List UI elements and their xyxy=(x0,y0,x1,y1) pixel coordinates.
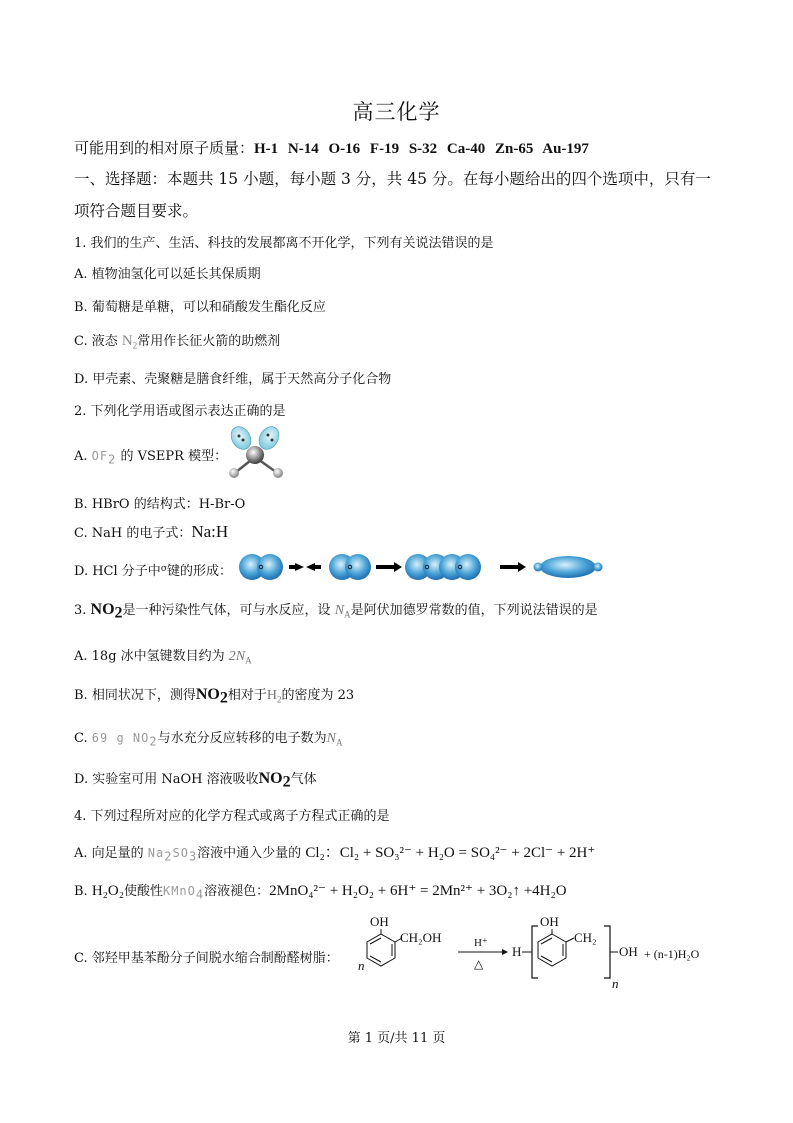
q3-option-c-pre: C. xyxy=(74,731,88,746)
q2-option-d-sigma: σ xyxy=(160,564,167,574)
q4-option-b-pre: B. xyxy=(74,884,88,899)
product-oh: OH xyxy=(540,914,559,929)
q4-option-b-mid: 使酸性 xyxy=(123,884,163,899)
q4-option-b-salt-sub: 4 xyxy=(195,887,205,902)
q4-option-a xyxy=(74,841,595,864)
q3-stem-tail: 是阿伏加德罗常数的值，下列说法错误的是 xyxy=(350,603,598,618)
q4-option-b-salt: KMnO xyxy=(162,884,196,898)
q2-option-a-formula: OF xyxy=(91,449,109,463)
q4-option-a-salt: Na xyxy=(147,846,165,860)
atomic-masses xyxy=(74,137,589,158)
arrow-right-2 xyxy=(500,562,526,572)
q4-option-a-salt-sub: 2 xyxy=(164,849,173,864)
q2-option-c-formula: Na:H xyxy=(191,522,229,541)
q4-option-b-mid2: 溶液褪色： xyxy=(204,884,270,899)
q3-option-b-f2: H xyxy=(266,688,277,703)
q1-option-c-formula: N xyxy=(121,333,133,349)
q3-option-a-pre: A. 18g 冰中氢键数目约为 xyxy=(74,649,225,664)
q4-stem: 4. 下列过程所对应的化学方程式或离子方程式正确的是 xyxy=(74,809,390,824)
q1-option-d: D. 甲壳素、壳聚糖是膳食纤维，属于天然高分子化合物 xyxy=(74,372,392,387)
section-heading-line1: 一、选择题：本题共 15 小题，每小题 3 分，共 45 分。在每小题给出的四个选项中，只有一 xyxy=(74,170,711,188)
atomic-masses-values: H-1 N-14 O-16 F-19 S-32 Ca-40 Zn-65 Au-197 xyxy=(254,141,589,157)
q4-option-a-salt2-sub: 3 xyxy=(188,849,198,864)
q1-option-c xyxy=(74,330,280,351)
reactant-n: n xyxy=(358,958,365,973)
q3-option-d-formula: NO xyxy=(258,770,283,787)
q3-option-d-post: 气体 xyxy=(290,772,317,787)
product-h: H xyxy=(512,944,522,959)
q3-stem-formula-sub: 2 xyxy=(114,604,123,622)
q4-option-b-formula: H₂O₂ xyxy=(91,883,124,899)
q2-option-a-sub: 2 xyxy=(108,452,117,467)
q1-option-b: B. 葡萄糖是单糖，可以和硝酸发生酯化反应 xyxy=(74,300,326,315)
q1-option-a: A. 植物油氢化可以延长其保质期 xyxy=(74,267,261,282)
overlapping-orbitals xyxy=(405,554,481,580)
reactant-benzene-ring xyxy=(367,929,402,966)
q2-option-a xyxy=(74,445,227,467)
q4-option-a-salt2: SO xyxy=(172,846,189,860)
q3-option-b-pre: B. 相同状况下，测得 xyxy=(74,688,196,703)
sigma-bond-orbital xyxy=(534,556,603,578)
q2-option-b: B. HBrO 的结构式：H-Br-O xyxy=(74,497,246,512)
separated-orbitals xyxy=(239,554,283,580)
q1-option-c-sub: 2 xyxy=(132,340,138,351)
q3-option-b xyxy=(74,684,354,708)
phenolic-resin-reaction-diagram xyxy=(356,912,702,990)
q2-option-a-post: 的 VSEPR 模型： xyxy=(120,449,228,464)
q3-stem-na-sub: A xyxy=(344,609,351,620)
q4-option-a-equation: Cl₂：Cl₂ + SO₃²⁻ + H₂O = SO₄²⁻ + 2Cl⁻ + 2H⁺ xyxy=(305,845,596,861)
page-footer: 第 1 页/共 11 页 xyxy=(347,1031,446,1046)
q3-option-b-mid: 相对于 xyxy=(227,688,267,703)
sigma-bond-formation-diagram xyxy=(238,551,608,585)
q3-option-c xyxy=(74,727,343,749)
q1-option-c-pre: C. 液态 xyxy=(74,334,118,349)
atomic-masses-label: 可能用到的相对原子质量： xyxy=(74,139,255,157)
right-bracket xyxy=(604,926,610,978)
q3-option-b-f1-sub: 2 xyxy=(219,689,228,707)
product-n: n xyxy=(612,976,619,990)
q3-option-d-pre: D. 实验室可用 NaOH 溶液吸收 xyxy=(74,772,259,787)
heat-symbol: △ xyxy=(474,957,484,971)
q4-option-b xyxy=(74,880,567,902)
q3-option-c-na-sub: A xyxy=(335,737,343,748)
q2-option-d-pre: D. HCl 分子中 xyxy=(74,564,161,579)
q3-stem-text: 是一种污染性气体，可与水反应，设 xyxy=(122,603,331,618)
q3-option-c-val-sub: 2 xyxy=(149,734,158,749)
q2-stem: 2. 下列化学用语或图示表达正确的是 xyxy=(74,404,286,419)
q4-option-a-pre: A. 向足量的 xyxy=(74,846,144,861)
q2-option-c xyxy=(74,522,228,542)
q2-option-d-post: 键的形成： xyxy=(166,564,232,579)
reactant-oh: OH xyxy=(370,914,389,929)
q2-option-c-pre: C. NaH 的电子式： xyxy=(74,526,192,541)
q3-option-d-formula-sub: 2 xyxy=(282,773,291,791)
q3-option-d xyxy=(74,768,317,792)
q3-stem xyxy=(74,599,598,623)
product-oh-end: OH xyxy=(619,944,638,959)
q3-option-b-f1: NO xyxy=(195,686,220,703)
q4-option-a-mid: 溶液中通入少量的 xyxy=(197,846,302,861)
approaching-orbitals xyxy=(329,554,371,580)
q2-option-d xyxy=(74,560,232,579)
q1-stem: 1. 我们的生产、生活、科技的发展都离不开化学，下列有关说法错误的是 xyxy=(74,236,494,251)
catalyst-label: H⁺ xyxy=(474,937,488,949)
left-bracket xyxy=(532,926,538,978)
q3-stem-na: N xyxy=(334,603,345,618)
product-ch2: CH₂ xyxy=(574,930,597,945)
arrows-approach xyxy=(289,563,321,571)
q2-option-a-pre: A. xyxy=(74,449,88,464)
q3-option-c-post: 与水充分反应转移的电子数为 xyxy=(157,731,327,746)
vsepr-model-image xyxy=(224,424,290,482)
q4-option-b-equation: 2MnO₄²⁻ + H₂O₂ + 6H⁺ = 2Mn²⁺ + 3O₂↑ +4H₂O xyxy=(269,883,567,899)
arrow-right-1 xyxy=(376,562,402,572)
q3-option-a-val-sub: A xyxy=(245,655,252,666)
q3-option-b-f2-sub: 2 xyxy=(276,694,282,705)
q3-stem-formula: NO xyxy=(90,601,115,618)
q3-option-a-val: 2N xyxy=(228,649,246,664)
product-benzene-ring xyxy=(538,929,574,966)
water-term: + (n-1)H₂O xyxy=(644,947,700,961)
section-heading-line2: 项符合题目要求。 xyxy=(74,202,199,220)
q1-option-c-post: 常用作长征火箭的助燃剂 xyxy=(137,334,281,349)
reactant-ch2oh: CH₂OH xyxy=(400,930,442,945)
q3-option-b-post: 的密度为 23 xyxy=(281,688,355,703)
q3-label: 3. xyxy=(74,603,87,618)
q3-option-c-val: 69 g NO xyxy=(91,731,150,745)
page-title: 高三化学 xyxy=(352,100,441,124)
q3-option-a xyxy=(74,645,252,666)
q4-option-c: C. 邻羟甲基苯酚分子间脱水缩合制酚醛树脂： xyxy=(74,951,339,966)
q3-option-c-na: N xyxy=(326,731,336,746)
